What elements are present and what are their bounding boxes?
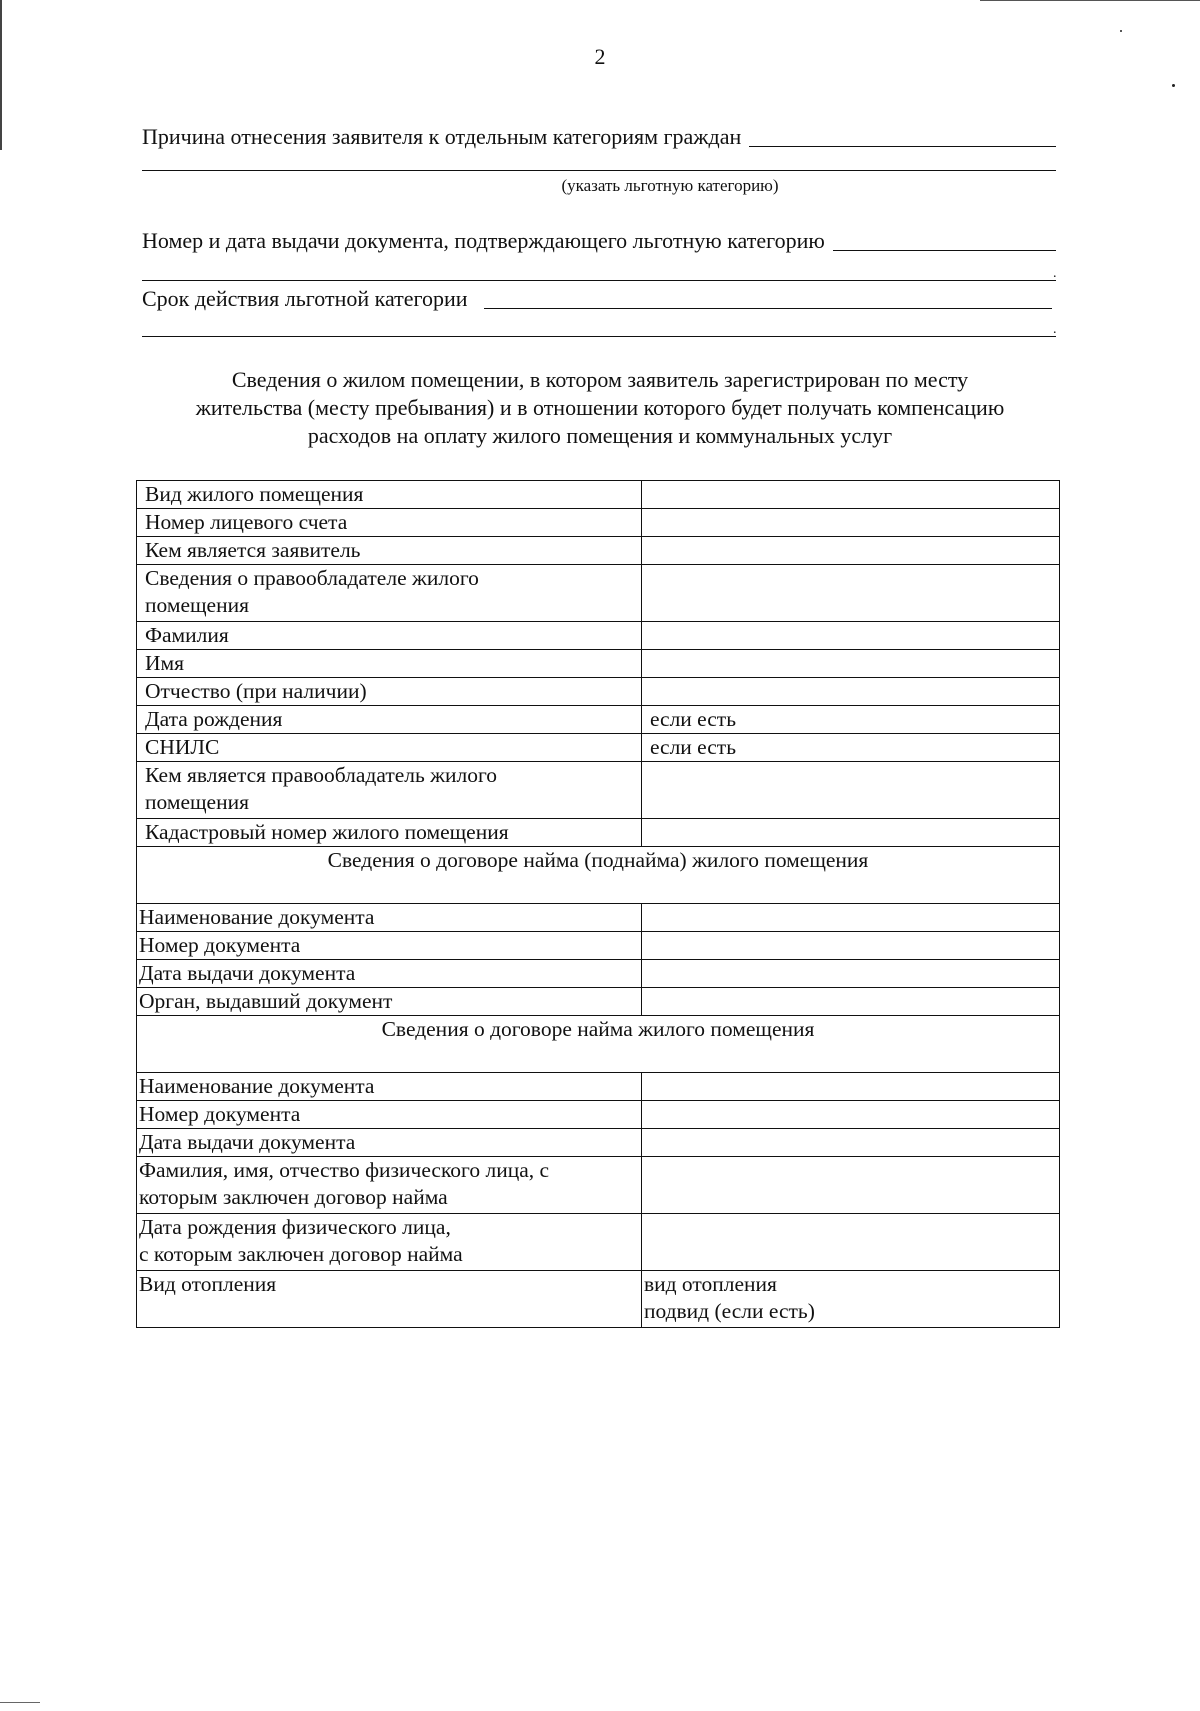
row-label: СНИЛС xyxy=(137,734,642,762)
row-value[interactable] xyxy=(641,565,1059,622)
row-label-line: которым заключен договор найма xyxy=(139,1185,448,1209)
row-label: Имя xyxy=(137,650,642,678)
category-reason-line-2[interactable] xyxy=(142,170,1056,171)
row-label xyxy=(137,565,642,622)
scan-dust-dot xyxy=(1120,30,1122,32)
table-row xyxy=(137,762,1060,819)
row-label: Вид отопления xyxy=(137,1271,642,1328)
sublease-heading: Сведения о договоре найма (поднайма) жилого помещения xyxy=(137,847,1060,904)
row-label: Дата выдачи документа xyxy=(137,960,642,988)
row-label: Вид жилого помещения xyxy=(137,481,642,509)
table-row xyxy=(137,960,1060,988)
row-value[interactable] xyxy=(641,1157,1059,1214)
row-label: Дата рождения xyxy=(137,706,642,734)
table-subheading-row xyxy=(137,1016,1060,1073)
table-row xyxy=(137,819,1060,847)
row-value[interactable] xyxy=(641,650,1059,678)
row-label: Фамилия xyxy=(137,622,642,650)
page-number: 2 xyxy=(594,44,606,69)
line-end-dot: . xyxy=(1053,266,1057,281)
row-value[interactable] xyxy=(641,509,1059,537)
table-row xyxy=(137,622,1060,650)
category-hint: (указать льготную категорию) xyxy=(561,176,779,195)
term-blank[interactable] xyxy=(484,307,1052,309)
row-value[interactable] xyxy=(641,1271,1059,1328)
heading-line: расходов на оплату жилого помещения и коммунальных услуг xyxy=(307,423,893,448)
row-label-line: помещения xyxy=(145,593,249,617)
term-label: Срок действия льготной категории xyxy=(142,286,468,311)
row-label-line: Кем является правообладатель жилого xyxy=(145,763,498,787)
lease-heading: Сведения о договоре найма жилого помещения xyxy=(137,1016,1060,1073)
document-label: Номер и дата выдачи документа, подтверждающего льготную категорию xyxy=(142,228,825,253)
row-value[interactable] xyxy=(641,1129,1059,1157)
row-label xyxy=(137,1214,642,1271)
row-label-line: помещения xyxy=(145,790,249,814)
table-row xyxy=(137,1214,1060,1271)
table-row xyxy=(137,1101,1060,1129)
row-label: Дата выдачи документа xyxy=(137,1129,642,1157)
table-row xyxy=(137,678,1060,706)
table-row xyxy=(137,706,1060,734)
table-row xyxy=(137,537,1060,565)
row-label: Орган, выдавший документ xyxy=(137,988,642,1016)
row-value[interactable] xyxy=(641,537,1059,565)
row-value[interactable] xyxy=(641,762,1059,819)
document-row xyxy=(142,226,1056,254)
row-value[interactable] xyxy=(641,819,1059,847)
row-value[interactable] xyxy=(641,988,1059,1016)
row-label: Наименование документа xyxy=(137,1073,642,1101)
row-label-line: с которым заключен договор найма xyxy=(139,1242,463,1266)
table-row xyxy=(137,1271,1060,1328)
table-row xyxy=(137,1073,1060,1101)
table-row xyxy=(137,1129,1060,1157)
row-value-line: вид отопления xyxy=(643,1272,777,1296)
table-row xyxy=(137,988,1060,1016)
row-label xyxy=(137,1157,642,1214)
scan-edge-mark xyxy=(0,1702,40,1703)
housing-section-heading xyxy=(140,366,1060,450)
scan-dust-dot xyxy=(1172,84,1175,87)
document-line-2[interactable] xyxy=(142,280,1056,281)
line-end-dot: . xyxy=(1053,322,1057,337)
row-value[interactable] xyxy=(641,1073,1059,1101)
category-reason-blank[interactable] xyxy=(749,145,1056,147)
row-label-line: Фамилия, имя, отчество физического лица, с xyxy=(139,1158,550,1182)
row-value-line: подвид (если есть) xyxy=(643,1299,815,1323)
row-label-line: Дата рождения физического лица, xyxy=(139,1215,451,1239)
row-value[interactable]: если есть xyxy=(641,706,1059,734)
row-label: Номер лицевого счета xyxy=(137,509,642,537)
term-line-2[interactable] xyxy=(142,336,1056,337)
row-label: Номер документа xyxy=(137,1101,642,1129)
table-row xyxy=(137,1157,1060,1214)
category-reason-row xyxy=(142,122,1056,150)
row-value[interactable] xyxy=(641,622,1059,650)
row-label: Номер документа xyxy=(137,932,642,960)
heading-line: Сведения о жилом помещении, в котором заявитель зарегистрирован по месту xyxy=(231,367,969,392)
row-value[interactable] xyxy=(641,1214,1059,1271)
document-blank[interactable] xyxy=(833,249,1056,251)
row-value[interactable] xyxy=(641,678,1059,706)
row-label xyxy=(137,762,642,819)
row-label: Наименование документа xyxy=(137,904,642,932)
table-row xyxy=(137,734,1060,762)
row-value[interactable] xyxy=(641,960,1059,988)
heading-line: жительства (месту пребывания) и в отношении которого будет получать компенсацию xyxy=(195,395,1005,420)
scan-edge-mark xyxy=(980,0,1200,1)
scan-edge-mark xyxy=(0,0,2,150)
row-value[interactable] xyxy=(641,481,1059,509)
table-row xyxy=(137,481,1060,509)
row-value[interactable]: если есть xyxy=(641,734,1059,762)
row-label: Кем является заявитель xyxy=(137,537,642,565)
table-row xyxy=(137,509,1060,537)
row-value[interactable] xyxy=(641,932,1059,960)
term-row xyxy=(142,284,1056,312)
table-row xyxy=(137,932,1060,960)
category-reason-label: Причина отнесения заявителя к отдельным категориям граждан xyxy=(142,124,742,149)
row-label-line: Сведения о правообладателе жилого xyxy=(145,566,479,590)
table-row xyxy=(137,565,1060,622)
row-value[interactable] xyxy=(641,904,1059,932)
row-value[interactable] xyxy=(641,1101,1059,1129)
table-subheading-row xyxy=(137,847,1060,904)
row-label: Отчество (при наличии) xyxy=(137,678,642,706)
table-row xyxy=(137,650,1060,678)
housing-info-table xyxy=(136,480,1060,1328)
table-row xyxy=(137,904,1060,932)
row-label: Кадастровый номер жилого помещения xyxy=(137,819,642,847)
